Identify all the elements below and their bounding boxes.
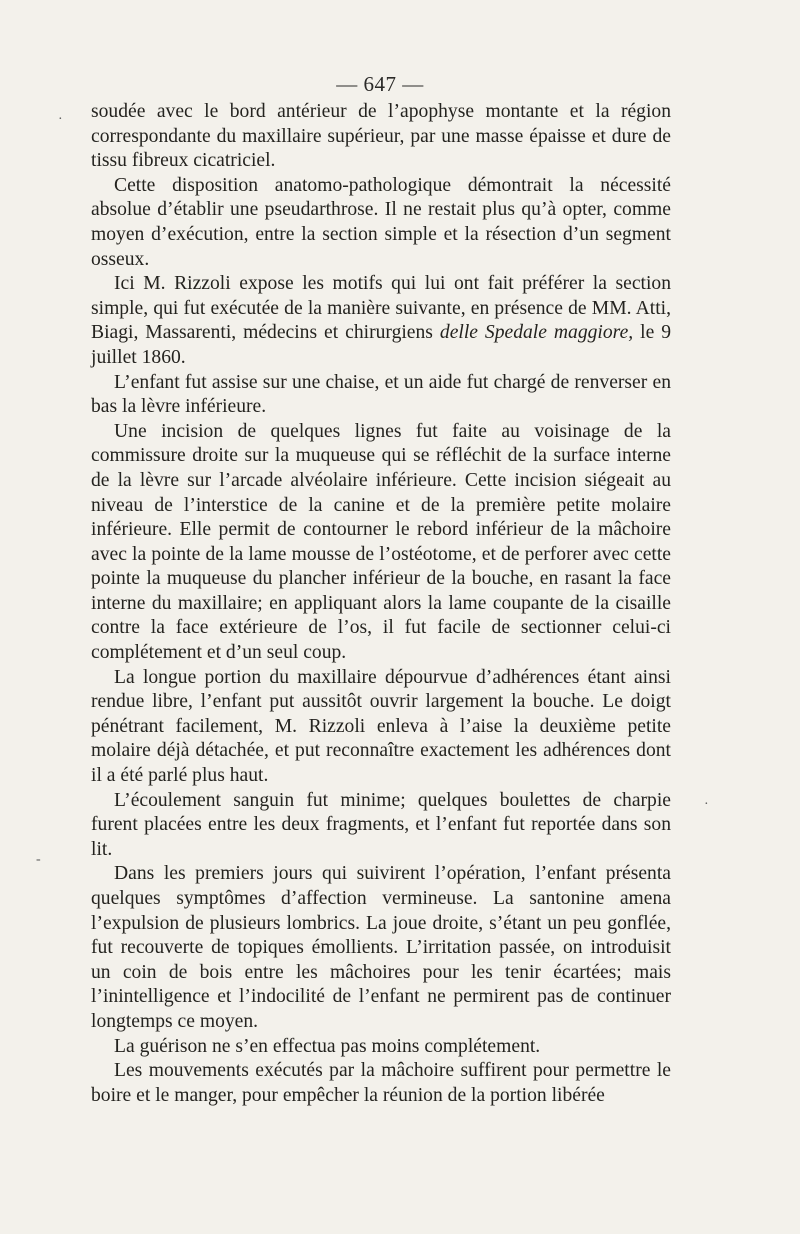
paragraph: Les mouvements exécutés par la mâchoire suffirent pour permettre le boire et le manger, pour empêcher la réunion de la portion libérée <box>91 1060 671 1106</box>
paragraph-text: le 9 juillet 1860. <box>91 322 672 368</box>
margin-speck: - <box>36 852 41 867</box>
italic-phrase: delle Spedale maggiore, <box>439 322 634 344</box>
paragraph: Dans les premiers jours qui suivirent l’opération, l’enfant présenta quelques symptômes d’affection vermineuse. La santonine amena l’expulsion de plusieurs lombrics. La joue droite, s’étant un peu gonflée, fut recouverte de topiques émollients. L’irritation passée, on introduisit un coin de bois entre les mâchoires pour les tenir écartées; mais l’inintelligence et l’indocilité de l’enfant ne permirent pas de continuer longtemps ce moyen. <box>91 863 671 1032</box>
paragraph: Cette disposition anatomo-pathologique démontrait la nécessité absolue d’établir une pseudarthrose. Il ne restait plus qu’à opter, comme moyen d’exécution, entre la section simple et la résection d’un segment osseux. <box>91 174 671 270</box>
page-number: — 647 — <box>336 72 424 96</box>
body-text <box>91 100 671 1108</box>
margin-speck: · <box>58 112 63 127</box>
paragraph: La longue portion du maxillaire dépourvue d’adhérences étant ainsi rendue libre, l’enfant put aussitôt ouvrir largement la bouche. Le doigt pénétrant facilement, M. Rizzoli enleva à l’aise la deuxième petite molaire déjà détachée, et put reconnaître exactement les adhérences dont il a été parlé plus haut. <box>91 666 671 787</box>
margin-speck: · <box>704 797 709 812</box>
paragraph-text: Ici M. Rizzoli expose les motifs qui lui ont fait préférer la section simple, qui fut exécutée de la manière suivante, en présence de MM. Atti, Biagi, Massarenti, médecins et chirurgiens <box>91 273 671 344</box>
paragraph: L’écoulement sanguin fut minime; quelques boulettes de charpie furent placées entre les deux fragments, et l’enfant fut reportée dans son lit. <box>91 789 671 860</box>
paragraph: L’enfant fut assise sur une chaise, et un aide fut chargé de renverser en bas la lèvre inférieure. <box>91 371 671 418</box>
paragraph: Une incision de quelques lignes fut faite au voisinage de la commissure droite sur la muqueuse qui se réfléchit de la surface interne de la lèvre sur l’arcade alvéolaire inférieure. Cette incision siégeait au niveau de l’interstice de la canine et de la première petite molaire inférieure. Elle permit de contourner le rebord inférieur de la mâchoire avec la pointe de la lame mousse de l’ostéotome, et de perforer avec cette pointe la muqueuse du plancher inférieur de la bouche, en rasant la face interne du maxillaire; en appliquant alors la lame coupante de la cisaille contre la face extérieure de l’os, il fut facile de sectionner celui-ci complétement et d’un seul coup. <box>91 420 671 664</box>
paragraph: La guérison ne s’en effectua pas moins complétement. <box>114 1035 541 1057</box>
paragraph-continued: soudée avec le bord antérieur de l’apophyse montante et la région correspondante du maxillaire supérieur, par une masse épaisse et dure de tissu fibreux cicatriciel. <box>91 101 671 172</box>
paragraph-with-italic <box>91 272 671 370</box>
